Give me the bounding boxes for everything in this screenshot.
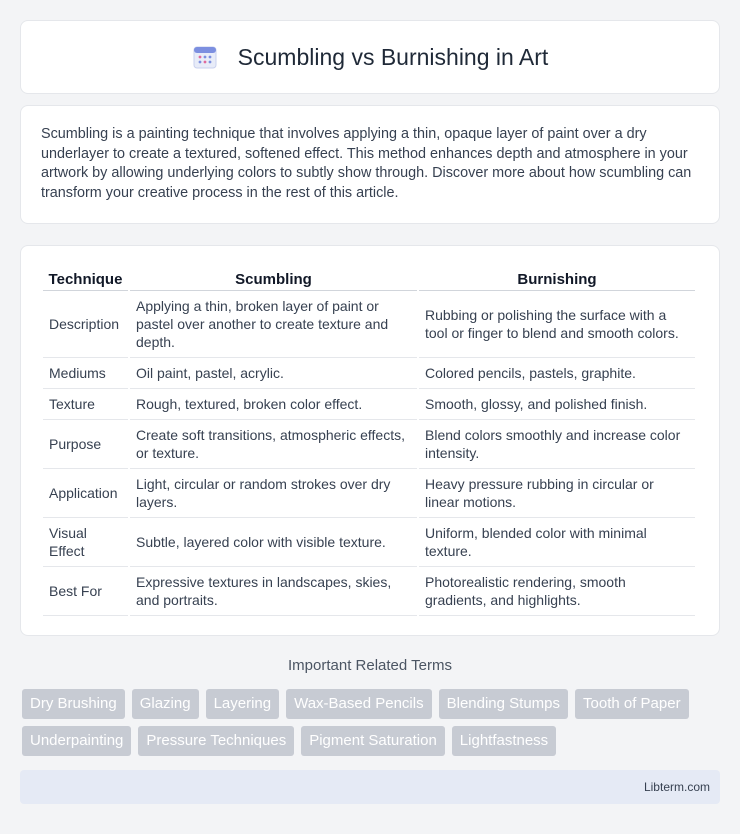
- related-term-tag[interactable]: Pigment Saturation: [301, 726, 445, 756]
- footer-site-link[interactable]: Libterm.com: [643, 780, 710, 794]
- intro-card: [20, 105, 720, 224]
- row-label: Visual Effect: [43, 518, 128, 567]
- burnishing-cell: Photorealistic rendering, smooth gradients, and highlights.: [419, 567, 695, 616]
- scumbling-cell: Applying a thin, broken layer of paint or pastel over another to create texture and depth.: [130, 291, 417, 358]
- related-term-tag[interactable]: Wax-Based Pencils: [286, 689, 432, 719]
- comparison-card: [20, 245, 720, 636]
- table-row: [43, 469, 695, 518]
- burnishing-cell: Colored pencils, pastels, graphite.: [419, 358, 695, 389]
- table-row: [43, 291, 695, 358]
- related-term-tag[interactable]: Lightfastness: [452, 726, 556, 756]
- row-label: Texture: [43, 389, 128, 420]
- scumbling-cell: Light, circular or random strokes over dry layers.: [130, 469, 417, 518]
- table-row: [43, 567, 695, 616]
- row-label: Purpose: [43, 420, 128, 469]
- scumbling-cell: Subtle, layered color with visible texture.: [130, 518, 417, 567]
- related-term-tag[interactable]: Tooth of Paper: [575, 689, 689, 719]
- table-row: [43, 389, 695, 420]
- page-title: Scumbling vs Burnishing in Art: [237, 43, 549, 70]
- burnishing-cell: Blend colors smoothly and increase color intensity.: [419, 420, 695, 469]
- related-term-tag[interactable]: Blending Stumps: [439, 689, 568, 719]
- footer: [20, 770, 720, 804]
- column-header-technique: Technique: [43, 265, 128, 291]
- row-label: Application: [43, 469, 128, 518]
- comparison-table: [41, 265, 697, 616]
- burnishing-cell: Smooth, glossy, and polished finish.: [419, 389, 695, 420]
- related-terms-list: [22, 689, 722, 756]
- intro-text: Scumbling is a painting technique that involves applying a thin, opaque layer of paint over a dry underlayer to create a textured, softened effect. This method enhances depth and atmosphere in your artwork by allowing underlying colors to subtly show through. Discover more about how scumbling can transform your creative process in the rest of this article.: [41, 126, 692, 201]
- column-header-scumbling: Scumbling: [130, 265, 417, 291]
- row-label: Mediums: [43, 358, 128, 389]
- header-card: [20, 20, 720, 94]
- table-row: [43, 420, 695, 469]
- related-term-tag[interactable]: Dry Brushing: [22, 689, 125, 719]
- related-terms-title: Important Related Terms: [288, 657, 452, 674]
- scumbling-cell: Rough, textured, broken color effect.: [130, 389, 417, 420]
- scumbling-cell: Oil paint, pastel, acrylic.: [130, 358, 417, 389]
- scumbling-cell: Create soft transitions, atmospheric effects, or texture.: [130, 420, 417, 469]
- row-label: Best For: [43, 567, 128, 616]
- column-header-burnishing: Burnishing: [419, 265, 695, 291]
- scumbling-cell: Expressive textures in landscapes, skies, and portraits.: [130, 567, 417, 616]
- related-term-tag[interactable]: Glazing: [132, 689, 199, 719]
- table-row: [43, 518, 695, 567]
- burnishing-cell: Heavy pressure rubbing in circular or linear motions.: [419, 469, 695, 518]
- calendar-icon: [192, 44, 218, 70]
- table-row: [43, 358, 695, 389]
- burnishing-cell: Rubbing or polishing the surface with a tool or finger to blend and smooth colors.: [419, 291, 695, 358]
- table-header-row: [43, 265, 695, 291]
- row-label: Description: [43, 291, 128, 358]
- related-term-tag[interactable]: Pressure Techniques: [138, 726, 294, 756]
- related-term-tag[interactable]: Layering: [206, 689, 280, 719]
- related-term-tag[interactable]: Underpainting: [22, 726, 131, 756]
- burnishing-cell: Uniform, blended color with minimal texture.: [419, 518, 695, 567]
